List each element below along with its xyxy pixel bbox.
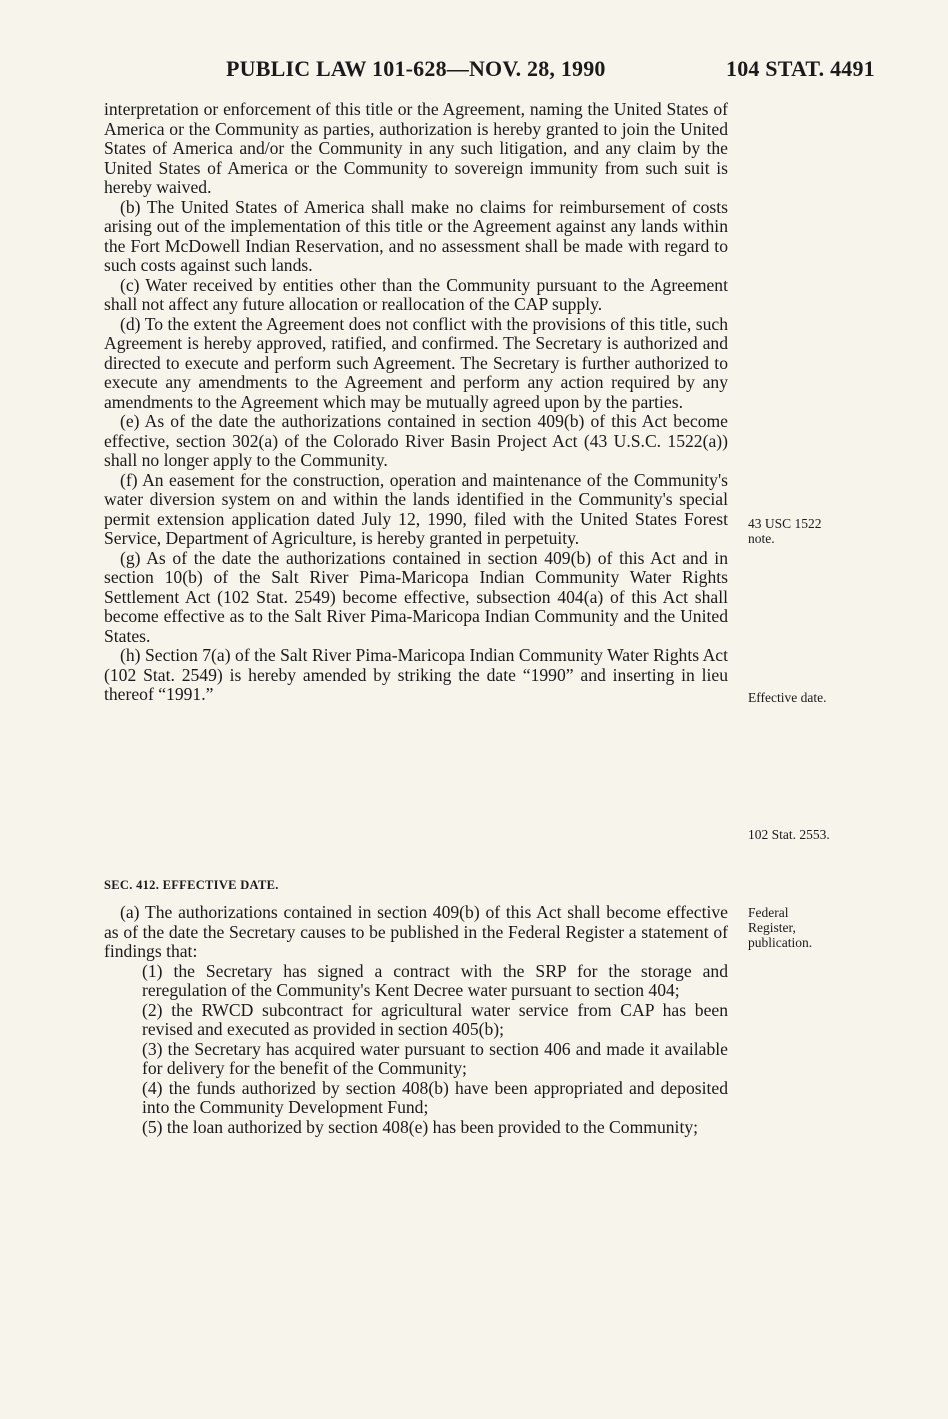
- margin-note-federal-register: [748, 905, 812, 950]
- margin-note-line: publication.: [748, 935, 813, 950]
- margin-note-line: note.: [748, 531, 775, 546]
- margin-note-43-usc: [748, 516, 822, 546]
- running-header-stat-page: 104 STAT. 4491: [726, 56, 875, 81]
- list-item-1: (1) the Secretary has signed a contract with the SRP for the storage and reregulation of the Community's Kent Decree water pursuant to section 404;: [142, 960, 728, 1000]
- paragraph-continuation: interpretation or enforcement of this title or the Agreement, naming the United States of America or the Community as parties, authorization is hereby granted to join the United States of America and/or the Community in any such litigation, and any claim by the United States of America or the Community to sovereign immunity from such suit is hereby waived.: [104, 99, 728, 197]
- margin-note-effective-date: Effective date.: [748, 690, 827, 705]
- paragraph-b: (b) The United States of America shall make no claims for reimbursement of costs arising out of the implementation of this title or the Agreement against any lands within the Fort McDowell Indian Reservation, and no assessment shall be made with regard to such costs against such lands.: [104, 196, 728, 275]
- paragraph-c: (c) Water received by entities other than the Community pursuant to the Agreement shall not affect any future allocation or reallocation of the CAP supply.: [104, 274, 728, 314]
- margin-note-102-stat: 102 Stat. 2553.: [748, 827, 830, 842]
- margin-note-line: 43 USC 1522: [748, 516, 822, 531]
- section-heading: SEC. 412. EFFECTIVE DATE.: [104, 878, 279, 892]
- paragraph-h: (h) Section 7(a) of the Salt River Pima-Maricopa Indian Community Water Rights Act (102 Stat. 2549) is hereby amended by striking the date “1990” and inserting in lieu thereof “1991.”: [104, 645, 728, 704]
- list-item-4: (4) the funds authorized by section 408(b) have been appropriated and deposited into the Community Development Fund;: [142, 1077, 728, 1117]
- margin-note-line: Register,: [748, 920, 796, 935]
- list-item-3: (3) the Secretary has acquired water pursuant to section 406 and made it available for delivery for the benefit of the Community;: [142, 1038, 728, 1078]
- list-item-2: (2) the RWCD subcontract for agricultural water service from CAP has been revised and executed as provided in section 405(b);: [142, 999, 728, 1039]
- body-column-top: [104, 100, 728, 705]
- paragraph-d: (d) To the extent the Agreement does not conflict with the provisions of this title, such Agreement is hereby approved, ratified, and confirmed. The Secretary is authorized and directed to execute and perform such Agreement. The Secretary is further authorized to execute any amendments to the Agreement and perform any action required by any amendments to the Agreement which may be mutually agreed upon by the parties.: [104, 313, 728, 412]
- body-column-section-412: [104, 903, 728, 1137]
- paragraph-412-a: (a) The authorizations contained in section 409(b) of this Act shall become effective as of the date the Secretary causes to be published in the Federal Register a statement of findings that:: [104, 902, 728, 961]
- running-header-title: PUBLIC LAW 101-628—NOV. 28, 1990: [226, 56, 606, 81]
- paragraph-e: (e) As of the date the authorizations contained in section 409(b) of this Act become effective, section 302(a) of the Colorado River Basin Project Act (43 U.S.C. 1522(a)) shall no longer apply to the Community.: [104, 411, 728, 470]
- paragraph-g: (g) As of the date the authorizations contained in section 409(b) of this Act and in section 10(b) of the Salt River Pima-Maricopa Indian Community Water Rights Settlement Act (102 Stat. 2549) become effective, subsection 404(a) of this Act shall become effective as to the Salt River Pima-Maricopa Indian Community and the United States.: [104, 547, 728, 646]
- list-item-5: (5) the loan authorized by section 408(e) has been provided to the Community;: [142, 1116, 699, 1137]
- paragraph-f: (f) An easement for the construction, operation and maintenance of the Community's water diversion system on and within the lands identified in the Community's special permit extension application dated July 12, 1990, filed with the United States Forest Service, Department of Agriculture, is hereby granted in perpetuity.: [104, 469, 728, 548]
- margin-note-line: Federal: [748, 905, 789, 920]
